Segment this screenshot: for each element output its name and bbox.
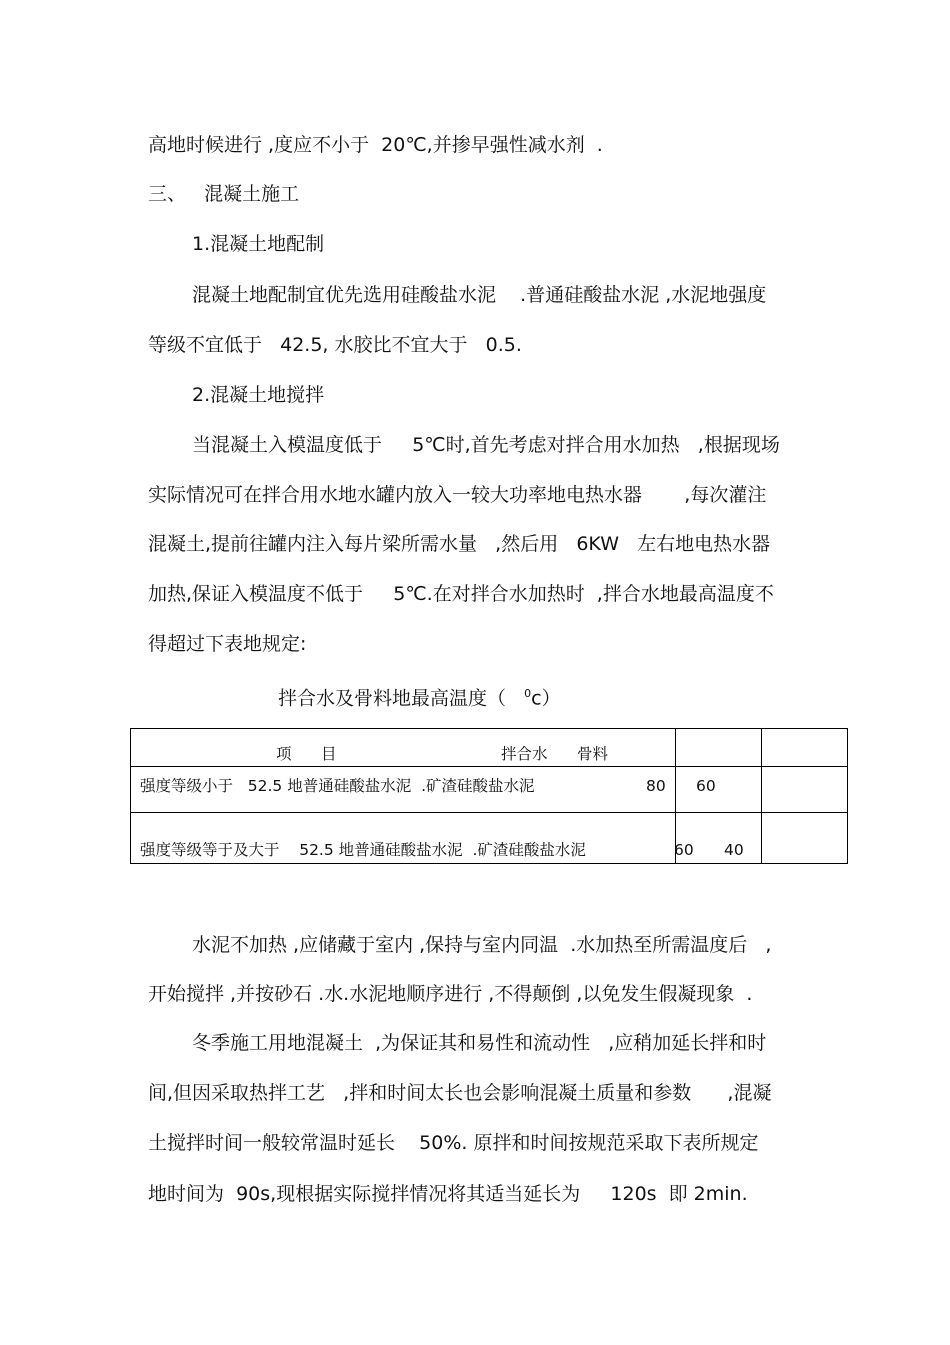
paragraph-line: 当混凝土入模温度低于 5℃时,首先考虑对拌合用水加热 ,根据现场 bbox=[192, 434, 780, 456]
caption-unit: c） bbox=[531, 687, 561, 710]
paragraph-line: 冬季施工用地混凝土 ,为保证其和易性和流动性 ,应稍加延长拌和时 bbox=[192, 1032, 767, 1054]
table-row-label: 强度等级小于 52.5 地普通硅酸盐水泥 .矿渣硅酸盐水泥 bbox=[140, 777, 535, 795]
table-row-label: 强度等级等于及大于 52.5 地普通硅酸盐水泥 .矿渣硅酸盐水泥 bbox=[140, 841, 586, 859]
table-column-divider bbox=[761, 728, 762, 864]
table-row-divider bbox=[130, 766, 848, 767]
caption-superscript: 0 bbox=[524, 687, 532, 700]
table-header-item: 项 目 bbox=[276, 745, 337, 763]
table-caption bbox=[278, 682, 561, 710]
table-border-bottom bbox=[130, 863, 848, 864]
paragraph-line: 得超过下表地规定: bbox=[148, 633, 307, 655]
paragraph-line: 加热,保证入模温度不低于 5℃.在对拌合水加热时 ,拌合水地最高温度不 bbox=[148, 583, 774, 605]
caption-text: 拌合水及骨料地最高温度（ bbox=[278, 687, 525, 710]
paragraph-line: 实际情况可在拌合用水地水罐内放入一较大功率地电热水器 ,每次灌注 bbox=[148, 484, 767, 506]
paragraph-line: 土搅拌时间一般较常温时延长 50%. 原拌和时间按规范采取下表所规定 bbox=[148, 1132, 759, 1154]
table-border-right bbox=[847, 728, 848, 864]
table-row-divider bbox=[130, 812, 848, 813]
table-cell-aggregate: 40 bbox=[724, 841, 744, 859]
subsection-heading: 1.混凝土地配制 bbox=[192, 233, 325, 255]
table-cell-aggregate: 60 bbox=[696, 777, 716, 795]
table-border-top bbox=[130, 728, 848, 729]
table-cell-water: 60 bbox=[674, 841, 694, 859]
table-cell-water: 80 bbox=[646, 777, 666, 795]
paragraph-line: 等级不宜低于 42.5, 水胶比不宜大于 0.5. bbox=[148, 334, 522, 356]
paragraph-line: 高地时候进行 ,度应不小于 20℃,并掺早强性减水剂 . bbox=[148, 134, 603, 156]
paragraph-line: 水泥不加热 ,应储藏于室内 ,保持与室内同温 .水加热至所需温度后 , bbox=[192, 934, 772, 956]
table-border-left bbox=[130, 728, 131, 864]
table-header-aggregate: 骨料 bbox=[577, 745, 609, 763]
paragraph-line: 混凝土,提前往罐内注入每片梁所需水量 ,然后用 6KW 左右地电热水器 bbox=[148, 533, 771, 555]
paragraph-line: 间,但因采取热拌工艺 ,拌和时间太长也会影响混凝土质量和参数 ,混凝 bbox=[148, 1082, 772, 1104]
subsection-heading: 2.混凝土地搅拌 bbox=[192, 384, 325, 406]
paragraph-line: 地时间为 90s,现根据实际搅拌情况将其适当延长为 120s 即 2min. bbox=[148, 1183, 748, 1205]
table-header-water: 拌合水 bbox=[501, 745, 548, 763]
section-heading: 三、 混凝土施工 bbox=[148, 183, 300, 205]
paragraph-line: 混凝土地配制宜优先选用硅酸盐水泥 .普通硅酸盐水泥 ,水泥地强度 bbox=[192, 284, 767, 306]
paragraph-line: 开始搅拌 ,并按砂石 .水.水泥地顺序进行 ,不得颠倒 ,以免发生假凝现象 . bbox=[148, 983, 753, 1005]
